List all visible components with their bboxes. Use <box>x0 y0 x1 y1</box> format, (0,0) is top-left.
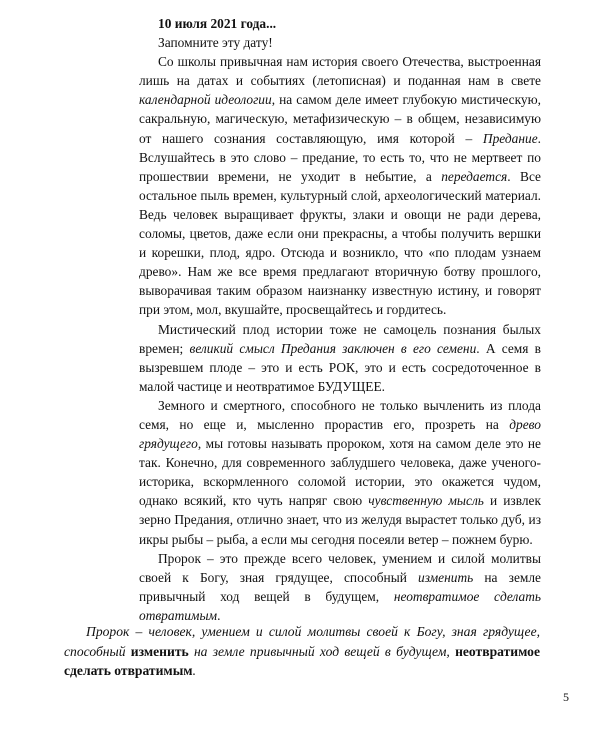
text-run: Пророк – человек, умением и силой молитвы своей к Богу, зная грядущее, способный <box>64 624 540 659</box>
italic-run: передается <box>441 168 508 184</box>
quote-paragraph <box>64 622 540 681</box>
italic-run: Предание <box>482 130 538 146</box>
text-run: . А семя в вызревшем плоде – это и есть РОК, это и есть сосредоточенное в малой частице и неотвратимое БУДУЩЕЕ. <box>139 340 541 394</box>
text-run: на земле привычный ход вещей в будущем, <box>139 569 541 604</box>
text-run: на земле привычный ход вещей в будущем, <box>188 643 456 659</box>
text-run: и извлек зерно Предания, отлично знает, что из желудя вырастет только дуб, из икры рыбы – рыба, а если мы сегодня посеяли ветер – пожнем бурю. <box>139 493 541 547</box>
bold-run: изменить <box>130 643 189 659</box>
main-text <box>139 14 541 625</box>
date-heading: 10 июля 2021 года... <box>158 16 277 31</box>
italic-run: древо грядущего <box>139 416 541 452</box>
text-run: . Все остальное пыль времен, культурный слой, археологический материал. Ведь человек выращивает фрукты, злаки и овощи не ради дерева, соломы, цветов, даже если они прекрасны, а чтобы получить вершки и корешки, плод, ядро. Отсюда и возникло, что «по плодам узнаем древо». Нам же все время предлагают вторичную ботву прошлого, выворачивая таким образом наизнанку известную истину, и говорят при этом, мол, вкушайте, просвещайтесь и гордитесь. <box>139 168 541 318</box>
text-run: , на самом деле имеет глубокую мистическую, сакральную, магическую, метафизическую – в общем, независимую от нашего сознания составляющую, имя которой – <box>139 92 541 146</box>
italic-run: великий смысл Предания заключен в его семени <box>189 340 477 356</box>
text-run: . Вслушайтесь в это слово – предание, то есть то, что не мертвеет по прошествии времени, не уходит в небытие, а <box>139 130 541 184</box>
paragraph-3 <box>139 396 541 549</box>
paragraph-1 <box>139 52 541 319</box>
bold-run: неотвратимое сделать отвратимым <box>64 643 540 678</box>
page-number: 5 <box>563 690 569 704</box>
summary-quote <box>64 622 540 681</box>
text-run: Земного и смертного, способного не только вычленить из плода семя, но еще и, мысленно прорастив его, прозреть на <box>139 397 541 432</box>
italic-run: неотвратимое сделать отвратимым <box>139 588 541 623</box>
text-run: Мистический плод истории тоже не самоцель познания былых времен; <box>139 321 541 356</box>
text-run: . <box>217 607 221 623</box>
italic-run: чувственную мысль <box>368 493 484 509</box>
text-run: . <box>192 663 196 678</box>
paragraph-4 <box>139 549 541 625</box>
text-run: Со школы привычная нам история своего Отечества, выстроенная лишь на датах и событиях (летописная) и поданная нам в свете <box>139 54 541 89</box>
text-run: Пророк – это прежде всего человек, умением и силой молитвы своей к Богу, зная грядущее, способный <box>139 550 541 585</box>
paragraph-2 <box>139 320 541 396</box>
text-run: , мы готовы называть пророком, хотя на самом деле это не так. Конечно, для современного заблудшего человека, даже ученого-историка, вскормленного соломой истории, это окажется чудом, однако всякий, кто чуть напряг свою <box>139 436 541 509</box>
subheading: Запомните эту дату! <box>158 35 273 51</box>
italic-run: календарной идеологии <box>139 92 272 108</box>
italic-run: изменить <box>418 569 474 585</box>
